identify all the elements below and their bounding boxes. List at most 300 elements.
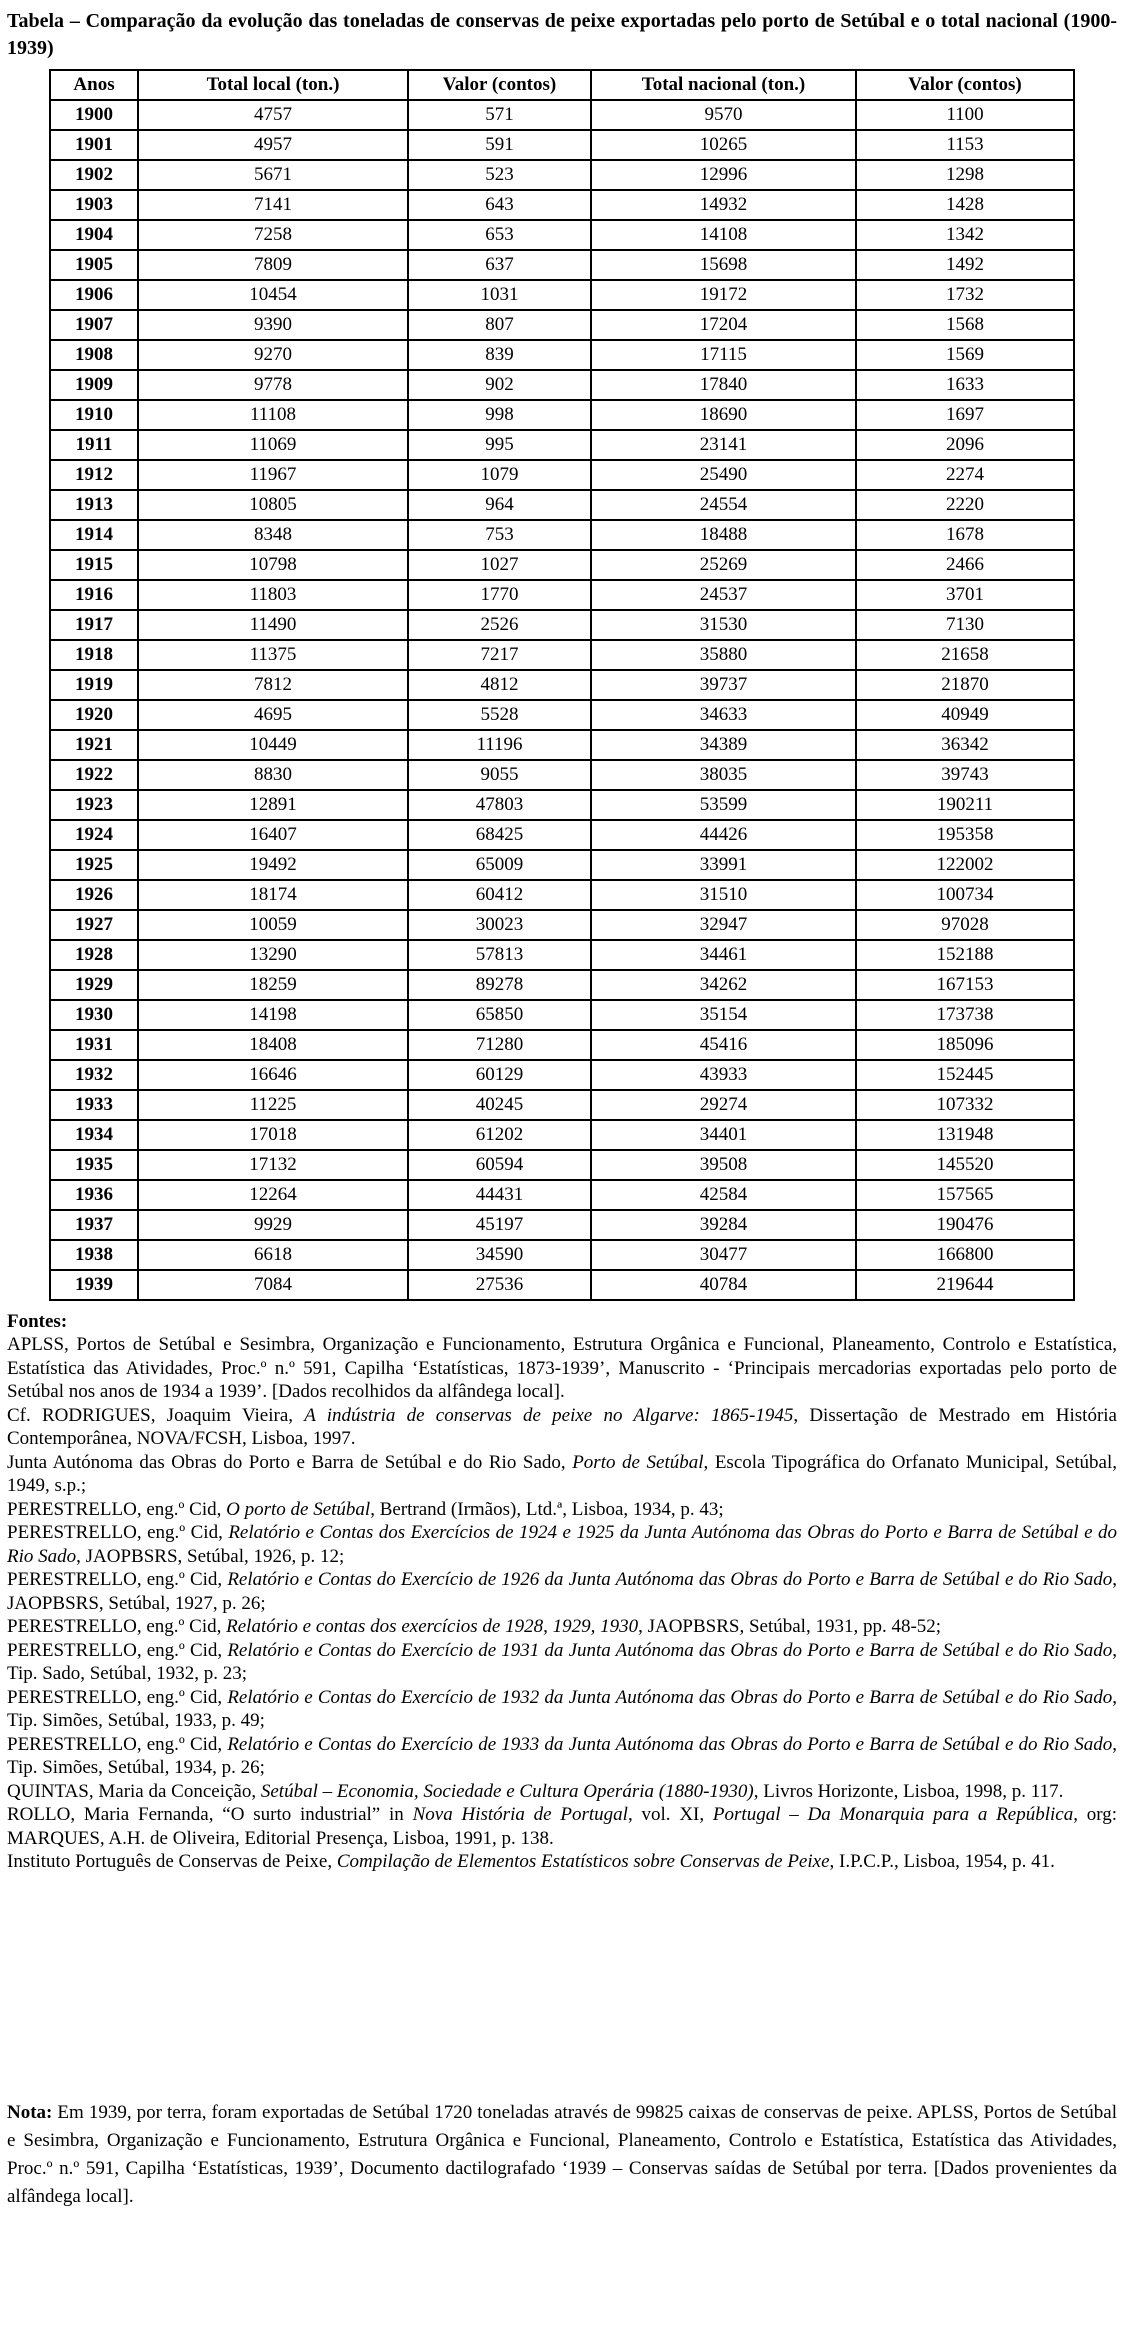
value-cell: 998	[408, 400, 591, 430]
year-cell: 1924	[50, 820, 138, 850]
table-row	[50, 430, 1074, 460]
value-cell: 17840	[591, 370, 856, 400]
value-cell: 15698	[591, 250, 856, 280]
value-cell: 17204	[591, 310, 856, 340]
table-row	[50, 1120, 1074, 1150]
year-cell: 1911	[50, 430, 138, 460]
table-row	[50, 940, 1074, 970]
value-cell: 47803	[408, 790, 591, 820]
table-row	[50, 400, 1074, 430]
year-cell: 1909	[50, 370, 138, 400]
column-header-valor-local: Valor (contos)	[408, 70, 591, 100]
plain-text: , org: MARQUES, A.H. de Oliveira, Editorial Presença, Lisboa, 1991, p. 138.	[7, 1804, 1118, 1849]
source-entry	[7, 1733, 1117, 1780]
value-cell: 4757	[138, 100, 408, 130]
year-cell: 1922	[50, 760, 138, 790]
table-row	[50, 460, 1074, 490]
value-cell: 89278	[408, 970, 591, 1000]
value-cell: 9929	[138, 1210, 408, 1240]
value-cell: 45197	[408, 1210, 591, 1240]
year-cell: 1936	[50, 1180, 138, 1210]
table-row	[50, 550, 1074, 580]
year-cell: 1932	[50, 1060, 138, 1090]
year-cell: 1938	[50, 1240, 138, 1270]
value-cell: 40949	[856, 700, 1074, 730]
year-cell: 1925	[50, 850, 138, 880]
value-cell: 571	[408, 100, 591, 130]
value-cell: 18259	[138, 970, 408, 1000]
year-cell: 1907	[50, 310, 138, 340]
year-cell: 1937	[50, 1210, 138, 1240]
value-cell: 60412	[408, 880, 591, 910]
value-cell: 18690	[591, 400, 856, 430]
value-cell: 190476	[856, 1210, 1074, 1240]
table-row	[50, 1060, 1074, 1090]
year-cell: 1918	[50, 640, 138, 670]
value-cell: 17115	[591, 340, 856, 370]
value-cell: 16407	[138, 820, 408, 850]
table-header-row	[50, 70, 1074, 100]
data-table	[49, 69, 1075, 1301]
value-cell: 902	[408, 370, 591, 400]
value-cell: 61202	[408, 1120, 591, 1150]
year-cell: 1919	[50, 670, 138, 700]
value-cell: 10449	[138, 730, 408, 760]
value-cell: 9270	[138, 340, 408, 370]
plain-text: , JAOPBSRS, Setúbal, 1926, p. 12;	[76, 1545, 345, 1567]
value-cell: 7084	[138, 1270, 408, 1300]
value-cell: 42584	[591, 1180, 856, 1210]
plain-text: , JAOPBSRS, Setúbal, 1927, p. 26;	[7, 1569, 1117, 1614]
value-cell: 18488	[591, 520, 856, 550]
value-cell: 995	[408, 430, 591, 460]
value-cell: 27536	[408, 1270, 591, 1300]
nota-paragraph	[0, 2099, 1127, 2211]
plain-text: PERESTRELLO, eng.º Cid,	[7, 1733, 228, 1755]
year-cell: 1931	[50, 1030, 138, 1060]
column-header-total-local: Total local (ton.)	[138, 70, 408, 100]
value-cell: 68425	[408, 820, 591, 850]
plain-text: PERESTRELLO, eng.º Cid,	[7, 1686, 228, 1708]
italic-text: Relatório e Contas do Exercício de 1926 da Junta Autónoma das Obras do Porto e Barra de Setúbal e do Rio Sado	[227, 1569, 1113, 1590]
value-cell: 145520	[856, 1150, 1074, 1180]
value-cell: 185096	[856, 1030, 1074, 1060]
year-cell: 1915	[50, 550, 138, 580]
value-cell: 11803	[138, 580, 408, 610]
value-cell: 5671	[138, 160, 408, 190]
source-entry	[7, 1780, 1117, 1804]
table-title: Tabela – Comparação da evolução das toneladas de conservas de peixe exportadas pelo porto de Setúbal e o total nacional (1900-1939)	[7, 10, 1117, 59]
table-row	[50, 880, 1074, 910]
year-cell: 1929	[50, 970, 138, 1000]
value-cell: 97028	[856, 910, 1074, 940]
italic-text: A indústria de conservas de peixe no Algarve: 1865-1945	[304, 1404, 794, 1426]
value-cell: 21658	[856, 640, 1074, 670]
value-cell: 4812	[408, 670, 591, 700]
year-cell: 1910	[50, 400, 138, 430]
source-entry	[7, 1498, 1117, 1522]
italic-text: Nova História de Portugal	[412, 1804, 628, 1825]
value-cell: 166800	[856, 1240, 1074, 1270]
value-cell: 11196	[408, 730, 591, 760]
column-header-anos: Anos	[50, 70, 138, 100]
value-cell: 14198	[138, 1000, 408, 1030]
table-row	[50, 130, 1074, 160]
plain-text: , Tip. Sado, Setúbal, 1932, p. 23;	[7, 1639, 1117, 1684]
value-cell: 653	[408, 220, 591, 250]
plain-text: , JAOPBSRS, Setúbal, 1931, pp. 48-52;	[638, 1616, 942, 1637]
value-cell: 34262	[591, 970, 856, 1000]
value-cell: 2220	[856, 490, 1074, 520]
plain-text: PERESTRELLO, eng.º Cid,	[7, 1498, 227, 1520]
year-cell: 1923	[50, 790, 138, 820]
table-row	[50, 1180, 1074, 1210]
plain-text: PERESTRELLO, eng.º Cid,	[7, 1522, 229, 1543]
value-cell: 9778	[138, 370, 408, 400]
value-cell: 1770	[408, 580, 591, 610]
table-row	[50, 340, 1074, 370]
value-cell: 591	[408, 130, 591, 160]
value-cell: 8348	[138, 520, 408, 550]
value-cell: 1678	[856, 520, 1074, 550]
source-entry	[7, 1333, 1117, 1404]
value-cell: 23141	[591, 430, 856, 460]
value-cell: 2466	[856, 550, 1074, 580]
year-cell: 1913	[50, 490, 138, 520]
value-cell: 38035	[591, 760, 856, 790]
plain-text: Junta Autónoma das Obras do Porto e Barra de Setúbal e do Rio Sado,	[7, 1451, 573, 1473]
value-cell: 65009	[408, 850, 591, 880]
bold-label: Nota:	[7, 2101, 53, 2123]
year-cell: 1935	[50, 1150, 138, 1180]
source-entry	[7, 1568, 1117, 1615]
plain-text: PERESTRELLO, eng.º Cid,	[7, 1569, 228, 1590]
source-entry	[7, 1615, 1117, 1639]
plain-text: PERESTRELLO, eng.º Cid,	[7, 1639, 228, 1661]
value-cell: 21870	[856, 670, 1074, 700]
column-header-valor-nacional: Valor (contos)	[856, 70, 1074, 100]
value-cell: 19172	[591, 280, 856, 310]
value-cell: 13290	[138, 940, 408, 970]
source-entry	[7, 1451, 1117, 1498]
table-row	[50, 1210, 1074, 1240]
value-cell: 10265	[591, 130, 856, 160]
value-cell: 4957	[138, 130, 408, 160]
table-row	[50, 490, 1074, 520]
table-row	[50, 280, 1074, 310]
value-cell: 16646	[138, 1060, 408, 1090]
value-cell: 30477	[591, 1240, 856, 1270]
table-row	[50, 1240, 1074, 1270]
value-cell: 7141	[138, 190, 408, 220]
plain-text: , Escola Tipográfica do Orfanato Municipal, Setúbal, 1949, s.p.;	[7, 1451, 1117, 1496]
value-cell: 14932	[591, 190, 856, 220]
value-cell: 964	[408, 490, 591, 520]
value-cell: 71280	[408, 1030, 591, 1060]
italic-text: Relatório e Contas do Exercício de 1932 da Junta Autónoma das Obras do Porto e Barra de Setúbal e do Rio Sado	[227, 1686, 1113, 1708]
value-cell: 35154	[591, 1000, 856, 1030]
value-cell: 10059	[138, 910, 408, 940]
year-cell: 1902	[50, 160, 138, 190]
value-cell: 1732	[856, 280, 1074, 310]
plain-text: , I.P.C.P., Lisboa, 1954, p. 41.	[829, 1851, 1055, 1872]
fontes-heading: Fontes:	[7, 1311, 68, 1332]
value-cell: 44426	[591, 820, 856, 850]
fontes-paragraphs	[7, 1333, 1117, 1874]
value-cell: 2274	[856, 460, 1074, 490]
table-row	[50, 1030, 1074, 1060]
value-cell: 7217	[408, 640, 591, 670]
italic-text: Portugal – Da Monarquia para a República	[712, 1804, 1074, 1825]
value-cell: 173738	[856, 1000, 1074, 1030]
value-cell: 34461	[591, 940, 856, 970]
value-cell: 11069	[138, 430, 408, 460]
value-cell: 11967	[138, 460, 408, 490]
value-cell: 122002	[856, 850, 1074, 880]
table-row	[50, 1150, 1074, 1180]
value-cell: 24554	[591, 490, 856, 520]
source-entry	[7, 1404, 1117, 1451]
value-cell: 12891	[138, 790, 408, 820]
value-cell: 29274	[591, 1090, 856, 1120]
italic-text: Relatório e contas dos exercícios de 1928, 1929, 1930	[226, 1616, 639, 1637]
plain-text: Em 1939, por terra, foram exportadas de Setúbal 1720 toneladas através de 99825 caixas de conservas de peixe. APLSS, Portos de Setúbal e Sesimbra, Organização e Funcionamento, Estrutura Orgânica e Funcional, Planeamento, Controlo e Estatística, Estatística das Atividades, Proc.º n.º 591, Capilha ‘Estatísticas, 1939’, Documento dactilografado ‘1939 – Conservas saídas de Setúbal por terra. [Dados provenientes da alfândega local].	[7, 2101, 1117, 2207]
value-cell: 3701	[856, 580, 1074, 610]
table-row	[50, 670, 1074, 700]
value-cell: 39284	[591, 1210, 856, 1240]
value-cell: 157565	[856, 1180, 1074, 1210]
italic-text: Relatório e Contas do Exercício de 1931 da Junta Autónoma das Obras do Porto e Barra de Setúbal e do Rio Sado	[227, 1639, 1113, 1661]
italic-text: Relatório e Contas do Exercício de 1933 da Junta Autónoma das Obras do Porto e Barra de Setúbal e do Rio Sado	[227, 1733, 1113, 1755]
year-cell: 1903	[50, 190, 138, 220]
source-entry	[7, 1803, 1117, 1850]
year-cell: 1901	[50, 130, 138, 160]
value-cell: 2096	[856, 430, 1074, 460]
year-cell: 1926	[50, 880, 138, 910]
value-cell: 167153	[856, 970, 1074, 1000]
plain-text: , Tip. Simões, Setúbal, 1934, p. 26;	[7, 1733, 1117, 1778]
value-cell: 40784	[591, 1270, 856, 1300]
table-row	[50, 310, 1074, 340]
value-cell: 152188	[856, 940, 1074, 970]
value-cell: 807	[408, 310, 591, 340]
year-cell: 1930	[50, 1000, 138, 1030]
italic-text: Relatório e Contas dos Exercícios de 1924 e 1925 da Junta Autónoma das Obras do Porto e Barra de Setúbal e do Rio Sado	[7, 1522, 1117, 1567]
value-cell: 1568	[856, 310, 1074, 340]
value-cell: 1342	[856, 220, 1074, 250]
italic-text: Setúbal – Economia, Sociedade e Cultura Operária (1880-1930)	[260, 1780, 754, 1802]
value-cell: 33991	[591, 850, 856, 880]
year-cell: 1928	[50, 940, 138, 970]
table-row	[50, 700, 1074, 730]
table-row	[50, 220, 1074, 250]
plain-text: Instituto Português de Conservas de Peixe,	[7, 1851, 337, 1872]
plain-text: , Dissertação de Mestrado em História Contemporânea, NOVA/FCSH, Lisboa, 1997.	[7, 1404, 1117, 1449]
year-cell: 1908	[50, 340, 138, 370]
value-cell: 1492	[856, 250, 1074, 280]
plain-text: , Tip. Simões, Setúbal, 1933, p. 49;	[7, 1686, 1117, 1731]
value-cell: 152445	[856, 1060, 1074, 1090]
value-cell: 10805	[138, 490, 408, 520]
value-cell: 40245	[408, 1090, 591, 1120]
value-cell: 523	[408, 160, 591, 190]
value-cell: 35880	[591, 640, 856, 670]
value-cell: 18408	[138, 1030, 408, 1060]
source-entry	[7, 1686, 1117, 1733]
value-cell: 34401	[591, 1120, 856, 1150]
value-cell: 60594	[408, 1150, 591, 1180]
table-row	[50, 640, 1074, 670]
value-cell: 1100	[856, 100, 1074, 130]
plain-text: QUINTAS, Maria da Conceição,	[7, 1780, 261, 1802]
italic-text: Compilação de Elementos Estatísticos sobre Conservas de Peixe	[336, 1851, 830, 1872]
value-cell: 9390	[138, 310, 408, 340]
value-cell: 60129	[408, 1060, 591, 1090]
value-cell: 17132	[138, 1150, 408, 1180]
value-cell: 107332	[856, 1090, 1074, 1120]
plain-text: ROLLO, Maria Fernanda, “O surto industrial” in	[7, 1804, 413, 1825]
value-cell: 2526	[408, 610, 591, 640]
value-cell: 34590	[408, 1240, 591, 1270]
table-row	[50, 970, 1074, 1000]
value-cell: 753	[408, 520, 591, 550]
table-row	[50, 1090, 1074, 1120]
source-entry	[7, 1639, 1117, 1686]
table-row	[50, 790, 1074, 820]
value-cell: 10798	[138, 550, 408, 580]
value-cell: 1079	[408, 460, 591, 490]
value-cell: 1298	[856, 160, 1074, 190]
value-cell: 100734	[856, 880, 1074, 910]
table-row	[50, 100, 1074, 130]
year-cell: 1939	[50, 1270, 138, 1300]
value-cell: 131948	[856, 1120, 1074, 1150]
value-cell: 39743	[856, 760, 1074, 790]
plain-text: Cf. RODRIGUES, Joaquim Vieira,	[7, 1404, 305, 1426]
value-cell: 34633	[591, 700, 856, 730]
table-row	[50, 190, 1074, 220]
year-cell: 1921	[50, 730, 138, 760]
value-cell: 65850	[408, 1000, 591, 1030]
table-row	[50, 370, 1074, 400]
table-row	[50, 160, 1074, 190]
value-cell: 1027	[408, 550, 591, 580]
value-cell: 11108	[138, 400, 408, 430]
source-entry	[7, 1521, 1117, 1568]
year-cell: 1927	[50, 910, 138, 940]
value-cell: 9570	[591, 100, 856, 130]
plain-text: , Bertrand (Irmãos), Ltd.ª, Lisboa, 1934, p. 43;	[370, 1498, 724, 1520]
value-cell: 9055	[408, 760, 591, 790]
year-cell: 1917	[50, 610, 138, 640]
value-cell: 31510	[591, 880, 856, 910]
table-row	[50, 1270, 1074, 1300]
value-cell: 31530	[591, 610, 856, 640]
value-cell: 18174	[138, 880, 408, 910]
year-cell: 1914	[50, 520, 138, 550]
value-cell: 190211	[856, 790, 1074, 820]
value-cell: 39737	[591, 670, 856, 700]
value-cell: 39508	[591, 1150, 856, 1180]
value-cell: 10454	[138, 280, 408, 310]
year-cell: 1933	[50, 1090, 138, 1120]
value-cell: 839	[408, 340, 591, 370]
value-cell: 219644	[856, 1270, 1074, 1300]
table-row	[50, 610, 1074, 640]
plain-text: PERESTRELLO, eng.º Cid,	[7, 1616, 227, 1637]
value-cell: 1153	[856, 130, 1074, 160]
value-cell: 34389	[591, 730, 856, 760]
value-cell: 25269	[591, 550, 856, 580]
table-row	[50, 1000, 1074, 1030]
year-cell: 1904	[50, 220, 138, 250]
plain-text: , vol. XI,	[627, 1804, 713, 1825]
table-row	[50, 820, 1074, 850]
value-cell: 11375	[138, 640, 408, 670]
table-row	[50, 730, 1074, 760]
value-cell: 1697	[856, 400, 1074, 430]
value-cell: 11225	[138, 1090, 408, 1120]
value-cell: 637	[408, 250, 591, 280]
table-row	[50, 910, 1074, 940]
value-cell: 8830	[138, 760, 408, 790]
value-cell: 7258	[138, 220, 408, 250]
table-row	[50, 760, 1074, 790]
value-cell: 30023	[408, 910, 591, 940]
value-cell: 24537	[591, 580, 856, 610]
value-cell: 19492	[138, 850, 408, 880]
table-row	[50, 250, 1074, 280]
value-cell: 1633	[856, 370, 1074, 400]
value-cell: 643	[408, 190, 591, 220]
value-cell: 44431	[408, 1180, 591, 1210]
value-cell: 12264	[138, 1180, 408, 1210]
value-cell: 7130	[856, 610, 1074, 640]
year-cell: 1900	[50, 100, 138, 130]
value-cell: 17018	[138, 1120, 408, 1150]
year-cell: 1934	[50, 1120, 138, 1150]
year-cell: 1912	[50, 460, 138, 490]
value-cell: 11490	[138, 610, 408, 640]
column-header-total-nacional: Total nacional (ton.)	[591, 70, 856, 100]
value-cell: 4695	[138, 700, 408, 730]
table-body	[50, 100, 1074, 1300]
value-cell: 43933	[591, 1060, 856, 1090]
value-cell: 1031	[408, 280, 591, 310]
value-cell: 25490	[591, 460, 856, 490]
plain-text: , Livros Horizonte, Lisboa, 1998, p. 117.	[753, 1780, 1064, 1802]
year-cell: 1905	[50, 250, 138, 280]
value-cell: 7809	[138, 250, 408, 280]
value-cell: 57813	[408, 940, 591, 970]
value-cell: 36342	[856, 730, 1074, 760]
year-cell: 1916	[50, 580, 138, 610]
year-cell: 1906	[50, 280, 138, 310]
value-cell: 195358	[856, 820, 1074, 850]
table-row	[50, 520, 1074, 550]
italic-text: O porto de Setúbal	[226, 1498, 371, 1520]
year-cell: 1920	[50, 700, 138, 730]
value-cell: 45416	[591, 1030, 856, 1060]
value-cell: 5528	[408, 700, 591, 730]
value-cell: 53599	[591, 790, 856, 820]
plain-text: APLSS, Portos de Setúbal e Sesimbra, Organização e Funcionamento, Estrutura Orgânica e Funcional, Planeamento, Controlo e Estatística, Estatística das Atividades, Proc.º n.º 591, Capilha ‘Estatísticas, 1873-1939’, Manuscrito - ‘Principais mercadorias exportadas pelo porto de Setúbal nos anos de 1934 a 1939’. [Dados recolhidos da alfândega local].	[7, 1334, 1117, 1402]
value-cell: 14108	[591, 220, 856, 250]
value-cell: 6618	[138, 1240, 408, 1270]
value-cell: 32947	[591, 910, 856, 940]
table-row	[50, 850, 1074, 880]
value-cell: 12996	[591, 160, 856, 190]
